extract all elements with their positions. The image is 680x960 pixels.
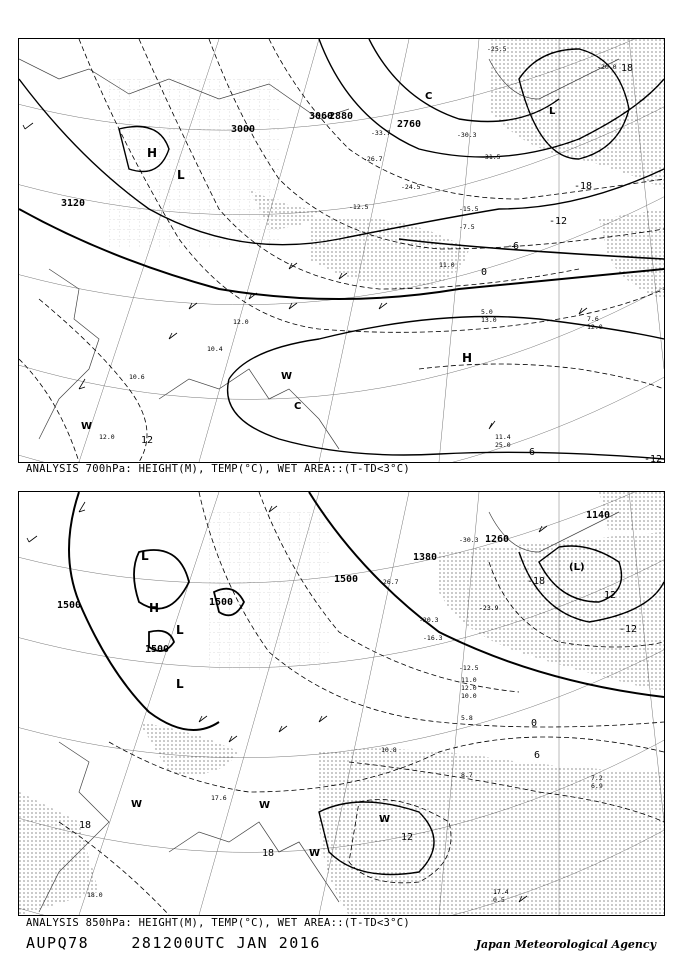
warm-symbol: W xyxy=(81,421,93,432)
low-pressure-symbol: L xyxy=(176,677,184,691)
station-value: 12.0 xyxy=(233,318,249,326)
hatched-region xyxy=(109,79,279,249)
station-value: 12.0 xyxy=(99,433,115,441)
low-pressure-symbol: (L) xyxy=(569,562,585,573)
station-value: 17.6 xyxy=(211,794,227,802)
isotherm-label: 12 xyxy=(141,435,154,446)
height-label: 1500 xyxy=(209,597,234,608)
wet-area xyxy=(19,492,664,915)
station-value: -12.5 xyxy=(459,664,479,672)
panel-caption-850hpa: ANALYSIS 850hPa: HEIGHT(M), TEMP(°C), WET AREA::(T-TD<3°C) xyxy=(26,917,411,929)
isotherm-label: 18 xyxy=(621,63,634,74)
station-value: -26.7 xyxy=(363,155,383,163)
height-label: 1500 xyxy=(145,644,170,655)
station-value: -23.9 xyxy=(479,604,499,612)
map-panel-850hpa xyxy=(18,491,665,916)
station-value: -12.5 xyxy=(349,203,369,211)
panel-caption-700hpa: ANALYSIS 700hPa: HEIGHT(M), TEMP(°C), WET AREA::(T-TD<3°C) xyxy=(26,463,411,475)
isotherm-label: -18 xyxy=(527,576,546,587)
wet-area xyxy=(249,39,664,299)
isotherm-label: -18 xyxy=(574,181,593,192)
isotherm-label: 18 xyxy=(262,848,275,859)
station-value: -20.0 xyxy=(597,63,617,71)
height-label: 3060 xyxy=(309,111,334,122)
station-value: 5.0 xyxy=(481,308,493,316)
isotherm-label: 0 xyxy=(481,267,488,278)
station-value: 8.7 xyxy=(461,771,473,779)
height-label: 3120 xyxy=(61,198,86,209)
height-label: 2880 xyxy=(329,111,354,122)
height-label: 1260 xyxy=(485,534,510,545)
station-value: -25.5 xyxy=(487,45,507,53)
isotherm-label: -12 xyxy=(644,454,663,462)
weather-map-850hpa xyxy=(19,492,664,915)
isotherm-label: -6 xyxy=(507,241,520,252)
height-label: 1380 xyxy=(413,552,438,563)
chart-code: AUPQ78 xyxy=(26,934,90,952)
warm-symbol: W xyxy=(309,848,321,859)
isotherm-label: 6 xyxy=(529,447,536,458)
warm-symbol: W xyxy=(379,814,391,825)
wind-barbs xyxy=(23,123,587,429)
station-value: 18.0 xyxy=(87,891,103,899)
low-pressure-symbol: L xyxy=(141,549,149,563)
station-value: 10.0 xyxy=(461,692,477,700)
chart-id-and-time xyxy=(26,934,321,952)
station-value: -26.7 xyxy=(379,578,399,586)
station-value: -30.3 xyxy=(457,131,477,139)
agency-name: Japan Meteorological Agency xyxy=(475,938,656,951)
low-pressure-symbol: L xyxy=(549,106,556,117)
weather-map-700hpa xyxy=(19,39,664,462)
station-value: -33.7 xyxy=(371,129,391,137)
low-pressure-symbol: L xyxy=(176,623,184,637)
station-value: 11.4 xyxy=(495,433,511,441)
station-value: 10.8 xyxy=(381,746,397,754)
station-value: -20.3 xyxy=(419,616,439,624)
station-value: 13.0 xyxy=(481,316,497,324)
station-value: -15.5 xyxy=(459,205,479,213)
cold-symbol: C xyxy=(425,91,433,102)
isotherm-label: 6 xyxy=(534,750,541,761)
station-value: 7.2 xyxy=(591,774,603,782)
warm-symbol: W xyxy=(259,800,271,811)
station-value: 12.0 xyxy=(587,323,603,331)
station-value: 11.0 xyxy=(461,676,477,684)
high-pressure-symbol: H xyxy=(149,601,160,615)
station-value: 7.6 xyxy=(587,315,599,323)
station-value: 12.0 xyxy=(461,684,477,692)
warm-symbol: W xyxy=(281,371,293,382)
low-pressure-symbol: L xyxy=(177,168,185,182)
isotherm-label: -12 xyxy=(619,624,638,635)
valid-time: 281200UTC JAN 2016 xyxy=(131,934,321,952)
station-value: 6.9 xyxy=(591,782,603,790)
station-value: -31.5 xyxy=(481,153,501,161)
station-value: -24.5 xyxy=(401,183,421,191)
map-panel-700hpa xyxy=(18,38,665,463)
high-pressure-symbol: H xyxy=(147,146,158,160)
station-value: 25.0 xyxy=(495,441,511,449)
cold-symbol: C xyxy=(294,401,302,412)
station-value: 5.8 xyxy=(461,714,473,722)
station-value: 10.6 xyxy=(129,373,145,381)
hatched-region xyxy=(209,512,329,672)
height-label: 3000 xyxy=(231,124,256,135)
isotherm-label: -12 xyxy=(549,216,568,227)
station-value: -7.5 xyxy=(459,223,475,231)
isotherm-label: 0 xyxy=(531,718,538,729)
station-value: -16.3 xyxy=(423,634,443,642)
warm-symbol: W xyxy=(131,799,143,810)
isotherm-label: 18 xyxy=(79,820,92,831)
station-value: 0.5 xyxy=(493,896,505,904)
station-value: 10.4 xyxy=(207,345,223,353)
height-label: 1500 xyxy=(334,574,359,585)
station-value: -30.3 xyxy=(459,536,479,544)
height-label: 1500 xyxy=(57,600,82,611)
height-label: 2760 xyxy=(397,119,422,130)
height-label: 1140 xyxy=(586,510,611,521)
high-pressure-symbol: H xyxy=(462,351,473,365)
station-value: 17.4 xyxy=(493,888,509,896)
isotherm-label: 12 xyxy=(401,832,414,843)
station-value: 11.0 xyxy=(439,261,455,269)
isotherm-label: 12 xyxy=(604,590,617,601)
